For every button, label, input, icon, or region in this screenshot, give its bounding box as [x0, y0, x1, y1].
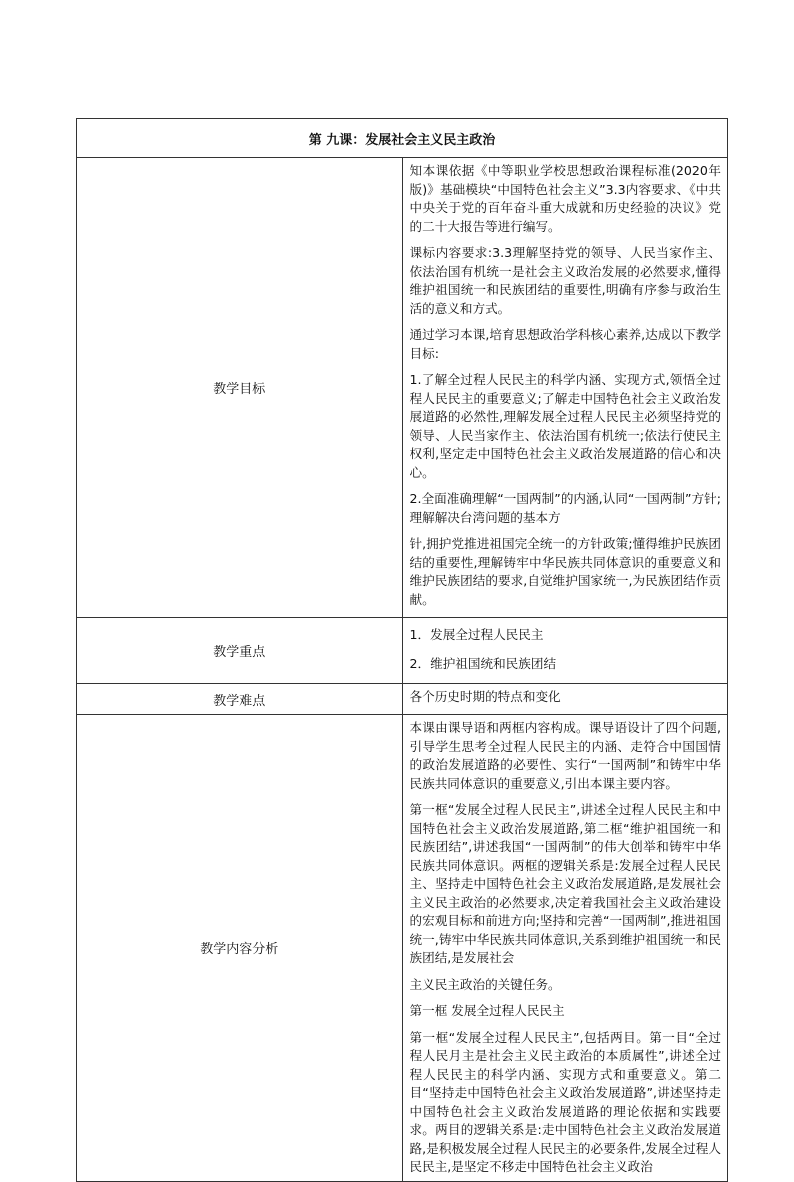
content-analysis-content [402, 715, 728, 1182]
teaching-focus-label: 教学重点 [77, 618, 403, 684]
goal-paragraph: 通过学习本课,培育思想政治学科核心素养,达成以下教学目标: [409, 327, 721, 361]
teaching-difficulty-content: 各个历史时期的特点和变化 [402, 684, 728, 715]
analysis-paragraph: 本课由课导语和两框内容构成。课导语设计了四个问题,引导学生思考全过程人民民主的内涵、走符合中国国情的政治发展道路的必要性、实行“一国两制”和铸牢中华民族共同体意识的重要意义,引出本课主要内容。 [409, 720, 721, 791]
goal-paragraph: 知本课依据《中等职业学校思想政治课程标准(2020年版)》基础模块“中国特色社会主义”3.3内容要求、《中共中央关于党的百年奋斗重大成就和历史经验的决议》党的二十大报告等进行编写。 [409, 163, 721, 234]
teaching-goal-row [77, 158, 728, 618]
content-analysis-row [77, 715, 728, 1182]
title-row [77, 119, 728, 158]
goal-paragraph: 1.了解全过程人民民主的科学内涵、实现方式,领悟全过程人民民主的重要意义;了解走中国特色社会主义政治发展道路的必然性,理解发展全过程人民民主必须坚持党的领导、人民当家作主、依法治国有机统一;依法行使民主权利,坚定走中国特色社会主义政治发展道路的信心和决心。 [409, 372, 721, 480]
content-analysis-label: 教学内容分析 [77, 715, 403, 1182]
focus-item: 1．发展全过程人民民主 [409, 627, 544, 642]
teaching-goal-label: 教学目标 [77, 158, 403, 618]
teaching-goal-content [402, 158, 728, 618]
teaching-difficulty-row [77, 684, 728, 715]
goal-paragraph: 针,拥护党推进祖国完全统一的方针政策;懂得维护民族团结的重要性,理解铸牢中华民族共同体意识的重要意义和维护民族团结的要求,自觉维护国家统一,为民族团结作贡献。 [409, 536, 721, 607]
analysis-heading: 第一框 发展全过程人民民主 [409, 1003, 565, 1018]
focus-item: 2．维护祖国统和民族团结 [409, 655, 557, 671]
teaching-difficulty-label: 教学难点 [77, 684, 403, 715]
goal-paragraph: 2.全面准确理解“一国两制”的内涵,认同“一国两制”方针;理解解决台湾问题的基本方 [409, 491, 721, 525]
teaching-focus-content [402, 618, 728, 684]
goal-paragraph: 课标内容要求:3.3理解坚持党的领导、人民当家作主、依法治国有机统一是社会主义政治发展的必然要求,懂得维护祖国统一和民族团结的重要性,明确有序参与政治生活的意义和方式。 [409, 245, 721, 316]
analysis-paragraph: 第一框“发展全过程人民民主”,包括两目。第一目“全过程人民月主是社会主义民主政治的本质属性”,讲述全过程人民民主的科学内涵、实现方式和重要意义。第二目“坚持走中国特色社会主义政治发展道路”,讲述坚持走中国特色社会主义政治发展道路的理论依据和实践要求。两目的逻辑关系是:走中国特色社会主义政治发展道路,是积极发展全过程人民民主的必要条件,发展全过程人民民主,是坚定不移走中国特色社会主义政治 [409, 1029, 721, 1174]
teaching-focus-row [77, 618, 728, 684]
analysis-paragraph: 主义民主政治的关键任务。 [409, 976, 561, 992]
lesson-plan-table [76, 118, 728, 1182]
lesson-title: 第 九课：发展社会主义民主政治 [77, 119, 728, 158]
analysis-paragraph: 第一框“发展全过程人民民主”,讲述全过程人民民主和中国特色社会主义政治发展道路,第二框“维护祖国统一和民族团结”,讲述我国“一国两制”的伟大创举和铸牢中华民族共同体意识。两框的逻辑关系是:发展全过程人民民主、坚持走中国特色社会主义政治发展道路,是发展社会主义民主政治的必然要求,决定着我国社会主义政治建设的宏观目标和前进方向;坚持和完善“一国两制”,推进祖国统一,铸牢中华民族共同体意识,关系到维护祖国统一和民族团结,是发展社会 [409, 802, 721, 965]
